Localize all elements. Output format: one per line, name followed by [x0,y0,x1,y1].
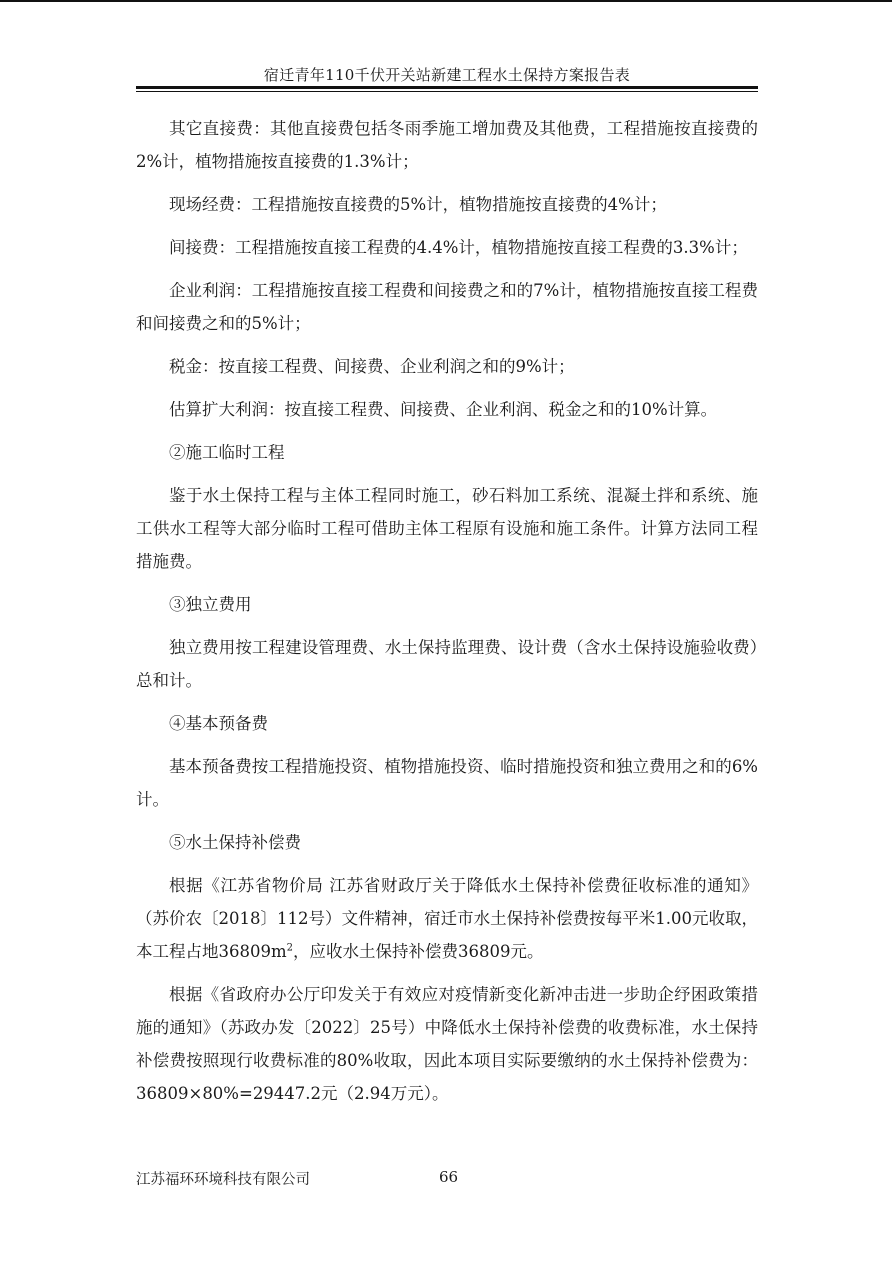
paragraph-site-expenses: 现场经费：工程措施按直接费的5%计，植物措施按直接费的4%计； [169,195,667,214]
area-superscript: 2 [286,942,294,954]
compensation-tail: ，应收水土保持补偿费36809元。 [293,942,544,961]
report-header-title: 宿迁青年110千伏开关站新建工程水土保持方案报告表 [263,66,631,84]
paragraph-other-direct-fees: 其它直接费：其他直接费包括冬雨季施工增加费及其他费，工程措施按直接费的2%计，植物措施按直接费的1.3%计； [136,119,758,171]
page-top-border [0,0,892,2]
header-rule-thick [136,86,758,89]
heading-independent-costs: ③独立费用 [169,595,252,614]
paragraph-expanded-profit: 估算扩大利润：按直接工程费、间接费、企业利润、税金之和的10%计算。 [169,400,718,419]
paragraph-enterprise-profit: 企业利润：工程措施按直接工程费和间接费之和的7%计，植物措施按直接工程费和间接费之和的5%计； [136,281,758,333]
paragraph-temporary-works: 鉴于水土保持工程与主体工程同时施工，砂石料加工系统、混凝土拌和系统、施工供水工程等大部分临时工程可借助主体工程原有设施和施工条件。计算方法同工程措施费。 [136,486,758,571]
paragraph-compensation-reduction: 根据《省政府办公厅印发关于有效应对疫情新变化新冲击进一步助企纾困政策措施的通知》（苏政办发〔2022〕25号）中降低水土保持补偿费的收费标准，水土保持补偿费按照现行收费标准的80%收取，因此本项目实际要缴纳的水土保持补偿费为：36809×80%=29447.2元（2.94万元）。 [136,985,758,1103]
document-body [136,112,758,1120]
page-number: 66 [439,1168,459,1186]
paragraph-compensation-standard [136,869,758,968]
paragraph-basic-reserve: 基本预备费按工程措施投资、植物措施投资、临时措施投资和独立费用之和的6%计。 [136,757,758,809]
header-rule-thin [136,91,758,92]
paragraph-independent-costs: 独立费用按工程建设管理费、水土保持监理费、设计费（含水土保持设施验收费）总和计。 [136,638,758,690]
paragraph-indirect-fees: 间接费：工程措施按直接工程费的4.4%计，植物措施按直接工程费的3.3%计； [169,238,748,257]
footer-company: 江苏福环环境科技有限公司 [136,1172,310,1188]
compensation-text: 根据《江苏省物价局 江苏省财政厅关于降低水土保持补偿费征收标准的通知》（苏价农〔2018〕112号）文件精神，宿迁市水土保持补偿费按每平米1.00元收取，本工程占地36809m [136,876,758,961]
heading-compensation-fee: ⑤水土保持补偿费 [169,833,301,852]
paragraph-taxes: 税金：按直接工程费、间接费、企业利润之和的9%计； [169,357,575,376]
heading-basic-reserve: ④基本预备费 [169,714,268,733]
heading-temporary-works: ②施工临时工程 [169,443,285,462]
